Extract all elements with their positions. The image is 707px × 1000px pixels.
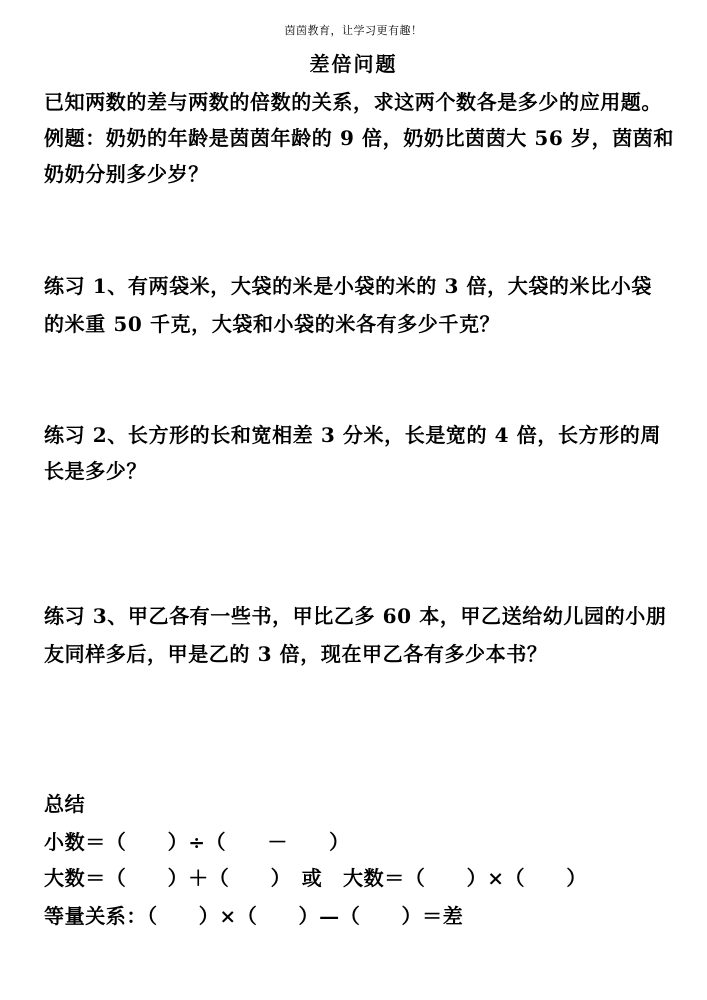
page-title: 差倍问题 (309, 52, 398, 76)
summary-small-number-formula: 小数＝（ ）÷（ － ） (44, 830, 350, 854)
exercise-3-line-1: 练习 3、甲乙各有一些书，甲比乙多 60 本，甲乙送给幼儿园的小朋 (44, 604, 667, 628)
exercise-1-line-1: 练习 1、有两袋米，大袋的米是小袋的米的 3 倍，大袋的米比小袋 (44, 274, 652, 298)
exercise-1-line-2: 的米重 50 千克，大袋和小袋的米各有多少千克？ (44, 312, 501, 336)
summary-equivalence-formula: 等量关系：（ ）×（ ）—（ ）＝差 (44, 904, 464, 928)
exercise-2-line-2: 长是多少？ (44, 459, 147, 483)
page-header-slogan: 茵茵教育，让学习更有趣！ (284, 24, 423, 37)
intro-text: 已知两数的差与两数的倍数的关系，求这两个数各是多少的应用题。 (44, 90, 662, 114)
exercise-2-line-1: 练习 2、长方形的长和宽相差 3 分米，长是宽的 4 倍，长方形的周 (44, 423, 661, 447)
example-line-2: 奶奶分别多少岁？ (44, 162, 209, 186)
summary-heading: 总结 (44, 792, 86, 816)
example-line-1: 例题：奶奶的年龄是茵茵年龄的 9 倍，奶奶比茵茵大 56 岁，茵茵和 (44, 126, 674, 150)
exercise-3-line-2: 友同样多后，甲是乙的 3 倍，现在甲乙各有多少本书？ (44, 642, 548, 666)
summary-large-number-formula: 大数＝（ ）＋（ ） 或 大数＝（ ）×（ ） (44, 866, 587, 890)
